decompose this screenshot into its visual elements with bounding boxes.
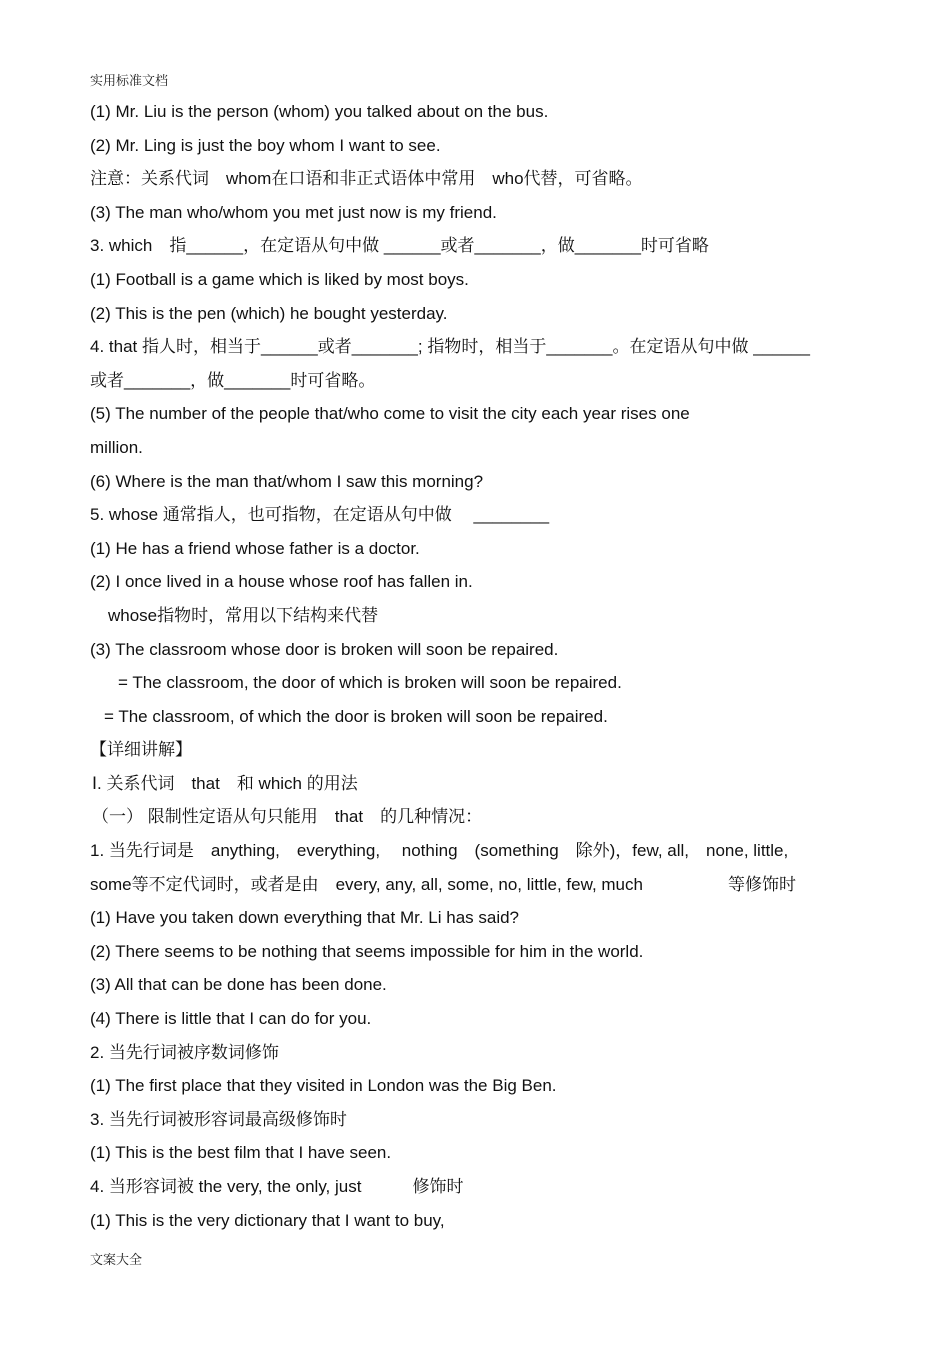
text-line: (2) There seems to be nothing that seems impossible for him in the world. [90,941,644,961]
rule-heading: 2. 当先行词被序数词修饰 [90,1042,279,1062]
equivalent-line: = The classroom, the door of which is broken will soon be repaired. [118,673,622,693]
text-line-cont: million. [90,437,143,457]
text-line: (6) Where is the man that/whom I saw this morning? [90,471,484,491]
page-footer: 文案大全 [90,1252,143,1267]
section-heading: Ⅰ. 关系代词 that 和 which 的用法 [92,773,358,793]
rule-heading-cont: 或者_______，做_______时可省略。 [90,370,376,390]
subsection-heading: （一） 限制性定语从句只能用 that 的几种情况： [92,807,483,827]
text-line: (2) I once lived in a house whose roof has fallen in. [90,572,473,592]
text-line: (1) Mr. Liu is the person (whom) you talked about on the bus. [90,102,549,121]
rule-heading: 1. 当先行词是 anything, everything, nothing (something 除外)，few, all, none, little, [90,841,789,861]
text-line: (1) This is the very dictionary that I want to buy, [90,1210,445,1230]
text-line: (1) Football is a game which is liked by most boys. [90,269,469,289]
text-line: (3) The man who/whom you met just now is my friend. [90,202,497,222]
rule-heading: 3. 当先行词被形容词最高级修饰时 [90,1109,347,1129]
text-line: (3) The classroom whose door is broken will soon be repaired. [90,639,559,659]
rule-heading: 4. that 指人时，相当于______或者_______; 指物时，相当于_______。在定语从句中做 ______ [90,337,810,357]
text-line: (1) The first place that they visited in London was the Big Ben. [90,1076,557,1096]
text-line: (1) This is the best film that I have seen. [90,1143,392,1163]
document-body [90,98,880,1240]
text-line: (2) Mr. Ling is just the boy whom I want to see. [90,135,441,155]
text-line: (1) Have you taken down everything that Mr. Li has said? [90,908,520,928]
rule-heading: 3. which 指______，在定语从句中做 ______或者_______，做_______时可省略 [90,236,709,256]
page-header: 实用标准文档 [90,73,169,88]
note-line: whose指物时，常用以下结构来代替 [108,605,379,625]
rule-heading: 4. 当形容词被 the very, the only, just 修饰时 [90,1177,464,1196]
text-line: (3) All that can be done has been done. [90,975,387,995]
equivalent-line: = The classroom, of which the door is broken will soon be repaired. [104,706,608,726]
text-line: (5) The number of the people that/who come to visit the city each year rises one [90,404,690,424]
rule-heading-cont: some等不定代词时，或者是由 every, any, all, some, no, little, few, much 等修饰时 [90,874,796,894]
note-line: 注意：关系代词 whom在口语和非正式语体中常用 who代替，可省略。 [90,169,643,189]
section-heading: 【详细讲解】 [90,740,192,760]
text-line: (4) There is little that I can do for you. [90,1009,372,1029]
rule-heading: 5. whose 通常指人，也可指物，在定语从句中做 ________ [90,505,550,525]
text-line: (2) This is the pen (which) he bought yesterday. [90,303,448,323]
text-line: (1) He has a friend whose father is a doctor. [90,538,420,558]
